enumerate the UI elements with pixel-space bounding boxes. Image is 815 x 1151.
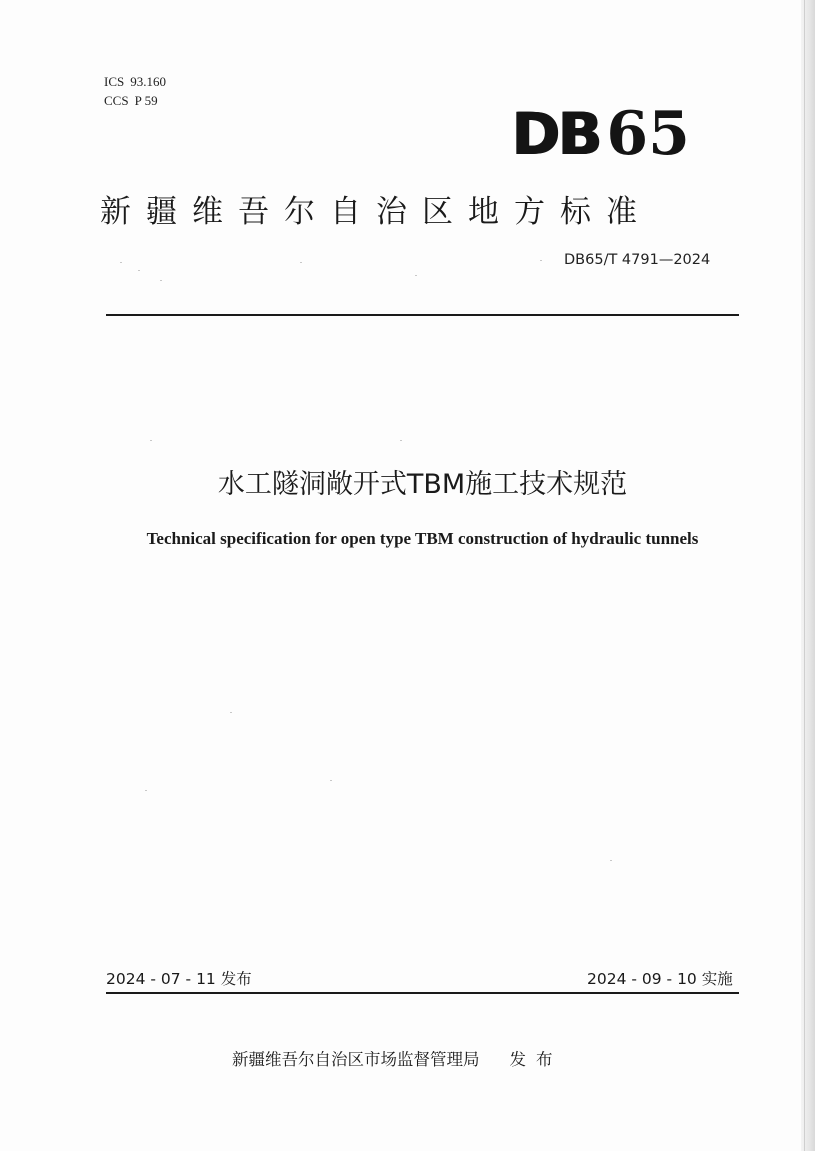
title-chinese: 水工隧洞敞开式TBM施工技术规范: [217, 469, 628, 500]
scan-speck: [400, 440, 402, 441]
scan-speck: [150, 440, 152, 441]
standard-type-heading: 新疆维吾尔自治区地方标准: [100, 194, 652, 230]
scan-speck: [160, 280, 162, 281]
scan-speck: [230, 712, 232, 713]
ccs-value: P 59: [134, 93, 158, 108]
classification-codes: [104, 72, 166, 110]
ccs-code-row: [104, 91, 166, 110]
issuer-action: 发布: [509, 1050, 563, 1069]
scan-speck: [610, 860, 612, 861]
issuer-name: 新疆维吾尔自治区市场监督管理局: [232, 1050, 480, 1069]
scan-edge-line: [804, 0, 805, 1151]
ics-label: ICS: [104, 74, 125, 89]
db-logo-number: 65: [606, 99, 690, 169]
scan-speck: [415, 275, 417, 276]
title-english: Technical specification for open type TBM construction of hydraulic tunnels: [146, 529, 699, 548]
db65-logo: [512, 99, 690, 169]
ccs-label: CCS: [104, 93, 129, 108]
scan-speck: [145, 790, 147, 791]
scan-speck: [120, 262, 122, 263]
db-logo-letters: DB: [512, 100, 601, 168]
issuer-line: [232, 1046, 563, 1070]
ics-value: 93.160: [130, 74, 166, 89]
standard-number: DB65/T 4791—2024: [564, 252, 711, 268]
release-date: 2024 - 07 - 11 发布: [106, 970, 252, 988]
scan-speck: [330, 780, 332, 781]
scan-speck: [300, 262, 302, 263]
ics-code-row: [104, 72, 166, 91]
implementation-date: 2024 - 09 - 10 实施: [587, 970, 733, 988]
bottom-divider: [106, 992, 739, 994]
scan-speck: [540, 260, 542, 261]
top-divider: [106, 314, 739, 316]
scan-speck: [138, 270, 140, 271]
